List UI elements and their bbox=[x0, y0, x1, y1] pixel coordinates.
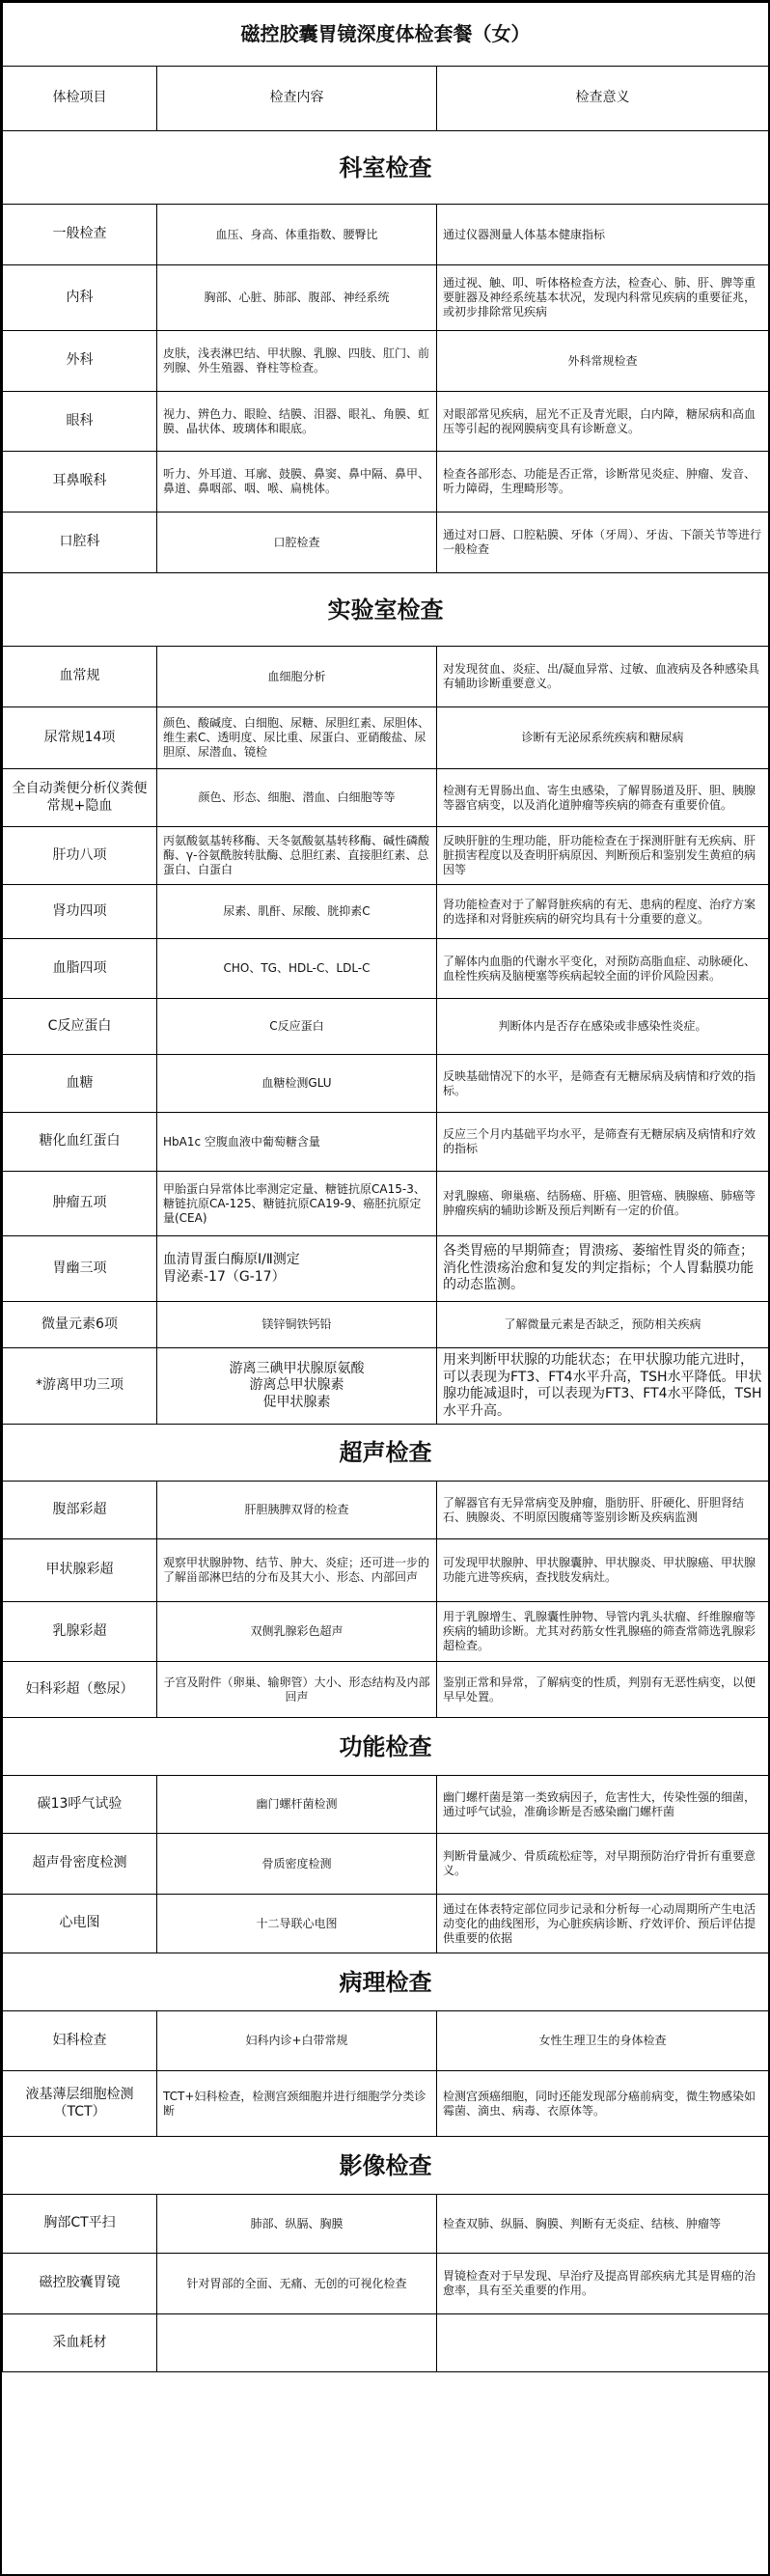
header-item: 体检项目 bbox=[3, 67, 157, 131]
item-content: 游离三碘甲状腺原氨酸 游离总甲状腺素 促甲状腺素 bbox=[157, 1348, 437, 1425]
table-row bbox=[3, 1482, 769, 1539]
section-row bbox=[3, 131, 769, 205]
item-meaning: 女性生理卫生的身体检查 bbox=[437, 2011, 769, 2071]
item-name: 外科 bbox=[3, 331, 157, 392]
table-row bbox=[3, 999, 769, 1055]
item-name: *游离甲功三项 bbox=[3, 1348, 157, 1425]
item-meaning: 幽门螺杆菌是第一类致病因子，危害性大，传染性强的细菌，通过呼气试验，准确诊断是否感染幽门螺杆菌 bbox=[437, 1776, 769, 1834]
item-name: 甲状腺彩超 bbox=[3, 1539, 157, 1602]
item-meaning: 对眼部常见疾病，屈光不正及青光眼，白内障，糖尿病和高血压等引起的视网膜病变具有诊断意义。 bbox=[437, 392, 769, 452]
table-row bbox=[3, 707, 769, 769]
item-meaning: 检测有无胃肠出血、寄生虫感染，了解胃肠道及肝、胆、胰腺等器官病变，以及消化道肿瘤等疾病的筛查有重要价值。 bbox=[437, 769, 769, 827]
item-name: 胃幽三项 bbox=[3, 1236, 157, 1302]
item-content: 尿素、肌酐、尿酸、胱抑素C bbox=[157, 885, 437, 939]
item-meaning: 肾功能检查对于了解肾脏疾病的有无、患病的程度、治疗方案的选择和对肾脏疾病的研究均具有十分重要的意义。 bbox=[437, 885, 769, 939]
item-content: 肺部、纵膈、胸膜 bbox=[157, 2195, 437, 2254]
table-row bbox=[3, 827, 769, 885]
item-content: 丙氨酸氨基转移酶、天冬氨酸氨基转移酶、碱性磷酸酶、γ-谷氨酰胺转肽酶、总胆红素、直接胆红素、总蛋白、白蛋白 bbox=[157, 827, 437, 885]
item-name: 耳鼻喉科 bbox=[3, 452, 157, 512]
item-meaning: 通过对口唇、口腔粘膜、牙体（牙周）、牙齿、下颌关节等进行一般检查 bbox=[437, 512, 769, 573]
table-row bbox=[3, 512, 769, 573]
item-content: 幽门螺杆菌检测 bbox=[157, 1776, 437, 1834]
item-name: 妇科彩超（憋尿） bbox=[3, 1662, 157, 1718]
table-row bbox=[3, 331, 769, 392]
item-content: 骨质密度检测 bbox=[157, 1834, 437, 1895]
section-title: 科室检查 bbox=[3, 131, 769, 205]
item-name: 采血耗材 bbox=[3, 2314, 157, 2372]
item-content: 观察甲状腺肿物、结节、肿大、炎症；还可进一步的了解甾部淋巴结的分布及其大小、形态、内部回声 bbox=[157, 1539, 437, 1602]
item-meaning bbox=[437, 2314, 769, 2372]
table-row bbox=[3, 2195, 769, 2254]
section-title: 病理检查 bbox=[3, 1953, 769, 2011]
item-content: 镁锌铜铁钙铅 bbox=[157, 1302, 437, 1348]
table-row bbox=[3, 452, 769, 512]
item-meaning: 了解器官有无异常病变及肿瘤，脂肪肝、肝硬化、肝胆肾结石、胰腺炎、不明原因腹痛等鉴别诊断及疾病监测 bbox=[437, 1482, 769, 1539]
item-name: 糖化血红蛋白 bbox=[3, 1113, 157, 1172]
page-title: 磁控胶囊胃镜深度体检套餐（女） bbox=[3, 3, 769, 67]
item-content: 血清胃蛋白酶原Ⅰ/Ⅱ测定 胃泌素-17（G-17） bbox=[157, 1236, 437, 1302]
item-meaning: 用于乳腺增生、乳腺囊性肿物、导管内乳头状瘤、纤维腺瘤等疾病的辅助诊断。尤其对药筋女性乳腺癌的筛查常筛选乳腺彩超检查。 bbox=[437, 1602, 769, 1662]
item-name: 乳腺彩超 bbox=[3, 1602, 157, 1662]
item-meaning: 反映基础情况下的水平，是筛查有无糖尿病及病情和疗效的指标。 bbox=[437, 1055, 769, 1113]
item-name: 磁控胶囊胃镜 bbox=[3, 2254, 157, 2314]
item-name: 液基薄层细胞检测（TCT） bbox=[3, 2071, 157, 2137]
header-content: 检查内容 bbox=[157, 67, 437, 131]
section-row bbox=[3, 573, 769, 647]
item-content: 血细胞分析 bbox=[157, 647, 437, 707]
item-name: 眼科 bbox=[3, 392, 157, 452]
item-content: 皮肤，浅表淋巴结、甲状腺、乳腺、四肢、肛门、前列腺、外生殖器、脊柱等检查。 bbox=[157, 331, 437, 392]
section-title: 超声检查 bbox=[3, 1425, 769, 1482]
section-title: 实验室检查 bbox=[3, 573, 769, 647]
table-row bbox=[3, 2071, 769, 2137]
title-row bbox=[3, 3, 769, 67]
item-content: TCT+妇科检查，检测宫颈细胞并进行细胞学分类诊断 bbox=[157, 2071, 437, 2137]
item-name: 妇科检查 bbox=[3, 2011, 157, 2071]
item-meaning: 用来判断甲状腺的功能状态；在甲状腺功能亢进时，可以表现为FT3、FT4水平升高，TSH水平降低。甲状腺功能减退时，可以表现为FT3、FT4水平降低，TSH水平升高。 bbox=[437, 1348, 769, 1425]
table-row bbox=[3, 1113, 769, 1172]
item-name: 心电图 bbox=[3, 1895, 157, 1953]
item-content: 视力、辨色力、眼睑、结膜、泪器、眼礼、角膜、虹膜、晶状体、玻璃体和眼底。 bbox=[157, 392, 437, 452]
item-name: 尿常规14项 bbox=[3, 707, 157, 769]
table-row bbox=[3, 939, 769, 999]
table-row bbox=[3, 392, 769, 452]
table-row bbox=[3, 205, 769, 265]
item-meaning: 外科常规检查 bbox=[437, 331, 769, 392]
item-content: 颜色、酸碱度、白细胞、尿糖、尿胆红素、尿胆体、维生素C、透明度、尿比重、尿蛋白、亚硝酸盐、尿胆原、尿潜血、镜检 bbox=[157, 707, 437, 769]
item-content: 肝胆胰脾双肾的检查 bbox=[157, 1482, 437, 1539]
table-row bbox=[3, 1172, 769, 1236]
item-name: 血脂四项 bbox=[3, 939, 157, 999]
item-meaning: 胃镜检查对于早发现、早治疗及提高胃部疾病尤其是胃癌的治愈率，具有至关重要的作用。 bbox=[437, 2254, 769, 2314]
table-row bbox=[3, 1602, 769, 1662]
item-meaning: 检查各部形态、功能是否正常，诊断常见炎症、肿瘤、发音、听力障碍，生理畸形等。 bbox=[437, 452, 769, 512]
table-row bbox=[3, 2314, 769, 2372]
item-meaning: 反应三个月内基础平均水平，是筛查有无糖尿病及病情和疗效的指标 bbox=[437, 1113, 769, 1172]
item-name: C反应蛋白 bbox=[3, 999, 157, 1055]
header-row bbox=[3, 67, 769, 131]
item-meaning: 通过在体表特定部位同步记录和分析每一心动周期所产生电活动变化的曲线图形，为心脏疾病诊断、疗效评价、预后评估提供重要的依据 bbox=[437, 1895, 769, 1953]
item-name: 碳13呼气试验 bbox=[3, 1776, 157, 1834]
item-content: CHO、TG、HDL-C、LDL-C bbox=[157, 939, 437, 999]
item-meaning: 鉴别正常和异常，了解病变的性质，判别有无恶性病变，以便早早处置。 bbox=[437, 1662, 769, 1718]
table-row bbox=[3, 1348, 769, 1425]
table-row bbox=[3, 1834, 769, 1895]
section-title: 影像检查 bbox=[3, 2137, 769, 2195]
item-meaning: 对发现贫血、炎症、出/凝血异常、过敏、血液病及各种感染具有辅助诊断重要意义。 bbox=[437, 647, 769, 707]
section-title: 功能检查 bbox=[3, 1718, 769, 1776]
table-row bbox=[3, 1895, 769, 1953]
item-content: 血压、身高、体重指数、腰臀比 bbox=[157, 205, 437, 265]
table-row bbox=[3, 1539, 769, 1602]
table-row bbox=[3, 647, 769, 707]
item-content: 胸部、心脏、肺部、腹部、神经系统 bbox=[157, 265, 437, 331]
item-meaning: 通过视、触、叩、听体格检查方法，检查心、肺、肝、脾等重要脏器及神经系统基本状况，发现内科常见疾病的重要征兆，或初步排除常见疾病 bbox=[437, 265, 769, 331]
item-name: 内科 bbox=[3, 265, 157, 331]
item-name: 肝功八项 bbox=[3, 827, 157, 885]
item-meaning: 了解体内血脂的代谢水平变化，对预防高脂血症、动脉硬化、血栓性疾病及脑梗塞等疾病起较全面的评价风险因素。 bbox=[437, 939, 769, 999]
item-meaning: 诊断有无泌尿系统疾病和糖尿病 bbox=[437, 707, 769, 769]
table-row bbox=[3, 2254, 769, 2314]
item-name: 肿瘤五项 bbox=[3, 1172, 157, 1236]
table-row bbox=[3, 1776, 769, 1834]
item-name: 胸部CT平扫 bbox=[3, 2195, 157, 2254]
section-row bbox=[3, 2137, 769, 2195]
table-row bbox=[3, 1302, 769, 1348]
header-meaning: 检查意义 bbox=[437, 67, 769, 131]
section-row bbox=[3, 1425, 769, 1482]
item-name: 血糖 bbox=[3, 1055, 157, 1113]
item-content: 子宫及附件（卵巢、输卵管）大小、形态结构及内部回声 bbox=[157, 1662, 437, 1718]
table-row bbox=[3, 885, 769, 939]
item-content: HbA1c 空腹血液中葡萄糖含量 bbox=[157, 1113, 437, 1172]
item-content: 双侧乳腺彩色超声 bbox=[157, 1602, 437, 1662]
section-row bbox=[3, 1953, 769, 2011]
table-row bbox=[3, 1662, 769, 1718]
table-row bbox=[3, 2011, 769, 2071]
table-row bbox=[3, 769, 769, 827]
table-row bbox=[3, 1055, 769, 1113]
checkup-table bbox=[2, 2, 769, 2372]
item-content: 针对胃部的全面、无痛、无创的可视化检查 bbox=[157, 2254, 437, 2314]
item-meaning: 对乳腺癌、卵巢癌、结肠癌、肝癌、胆管癌、胰腺癌、肺癌等肿瘤疾病的辅助诊断及预后判断有一定的价值。 bbox=[437, 1172, 769, 1236]
item-name: 微量元素6项 bbox=[3, 1302, 157, 1348]
item-content: 口腔检查 bbox=[157, 512, 437, 573]
item-name: 全自动粪便分析仪粪便常规+隐血 bbox=[3, 769, 157, 827]
item-content: 妇科内诊+白带常规 bbox=[157, 2011, 437, 2071]
item-content: 十二导联心电图 bbox=[157, 1895, 437, 1953]
item-content: 听力、外耳道、耳廓、鼓膜、鼻窦、鼻中隔、鼻甲、鼻道、鼻咽部、咽、喉、扁桃体。 bbox=[157, 452, 437, 512]
table-row bbox=[3, 1236, 769, 1302]
item-name: 腹部彩超 bbox=[3, 1482, 157, 1539]
item-meaning: 可发现甲状腺肿、甲状腺囊肿、甲状腺炎、甲状腺癌、甲状腺功能亢进等疾病，查找肢发病灶。 bbox=[437, 1539, 769, 1602]
section-row bbox=[3, 1718, 769, 1776]
item-meaning: 通过仪器测量人体基本健康指标 bbox=[437, 205, 769, 265]
item-name: 超声骨密度检测 bbox=[3, 1834, 157, 1895]
item-content: 颜色、形态、细胞、潜血、白细胞等等 bbox=[157, 769, 437, 827]
item-content: 甲胎蛋白异常体比率测定定量、糖链抗原CA15-3、糖链抗原CA-125、糖链抗原CA19-9、癌胚抗原定量(CEA) bbox=[157, 1172, 437, 1236]
item-name: 肾功四项 bbox=[3, 885, 157, 939]
item-content: C反应蛋白 bbox=[157, 999, 437, 1055]
item-name: 口腔科 bbox=[3, 512, 157, 573]
item-content: 血糖检测GLU bbox=[157, 1055, 437, 1113]
item-meaning: 检查双肺、纵膈、胸膜、判断有无炎症、结核、肿瘤等 bbox=[437, 2195, 769, 2254]
item-meaning: 了解微量元素是否缺乏，预防相关疾病 bbox=[437, 1302, 769, 1348]
table-row bbox=[3, 265, 769, 331]
item-meaning: 反映肝脏的生理功能，肝功能检查在于探测肝脏有无疾病、肝脏损害程度以及查明肝病原因、判断预后和鉴别发生黄疸的病因等 bbox=[437, 827, 769, 885]
item-meaning: 判断骨量减少、骨质疏松症等，对早期预防治疗骨折有重要意义。 bbox=[437, 1834, 769, 1895]
item-meaning: 各类胃癌的早期筛查；胃溃疡、萎缩性胃炎的筛查；消化性溃疡治愈和复发的判定指标；个人胃黏膜功能的动态监测。 bbox=[437, 1236, 769, 1302]
item-meaning: 判断体内是否存在感染或非感染性炎症。 bbox=[437, 999, 769, 1055]
item-name: 一般检查 bbox=[3, 205, 157, 265]
item-content bbox=[157, 2314, 437, 2372]
item-name: 血常规 bbox=[3, 647, 157, 707]
item-meaning: 检测宫颈癌细胞，同时还能发现部分癌前病变，微生物感染如霉菌、滴虫、病毒、衣原体等。 bbox=[437, 2071, 769, 2137]
